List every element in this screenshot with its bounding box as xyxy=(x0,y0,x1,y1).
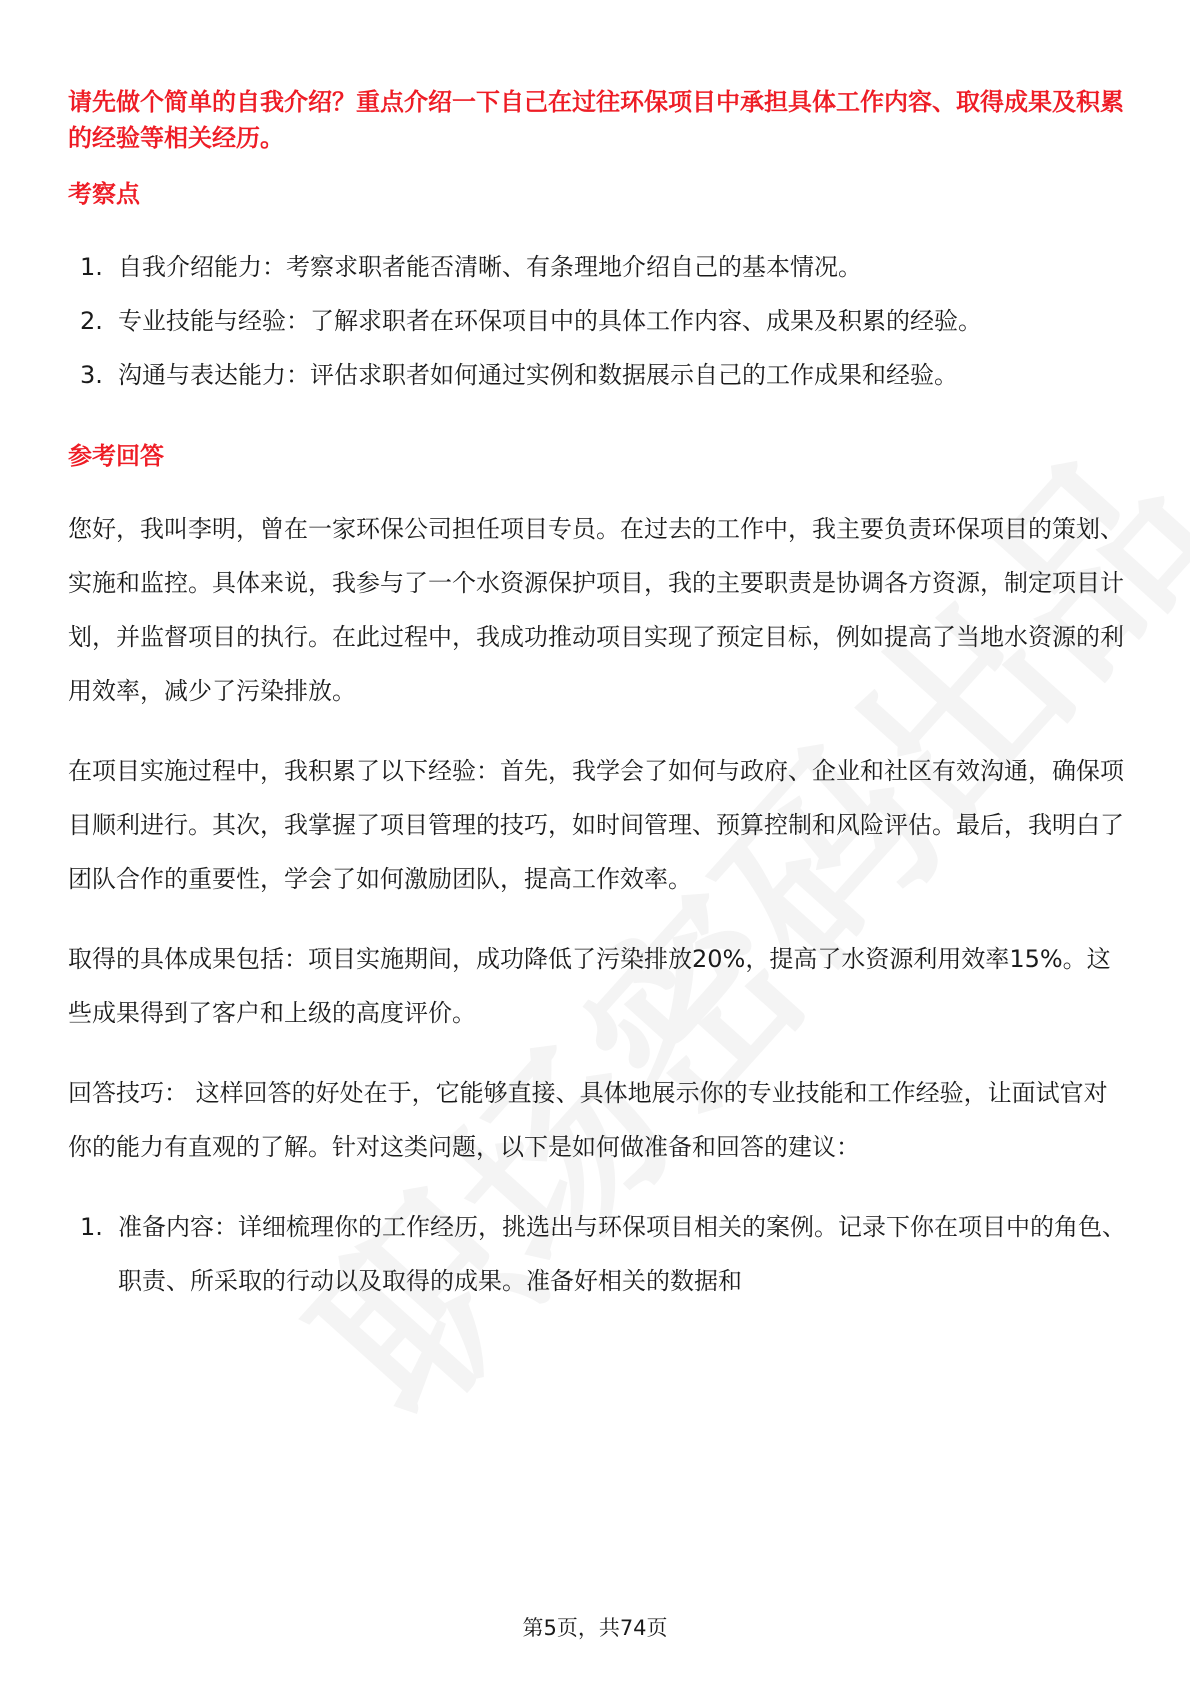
page-content xyxy=(68,84,1128,1344)
focus-list xyxy=(68,240,1128,402)
answer-paragraph: 您好，我叫李明，曾在一家环保公司担任项目专员。在过去的工作中，我主要负责环保项目的策划、实施和监控。具体来说，我参与了一个水资源保护项目，我的主要职责是协调各方资源，制定项目计划，并监督项目的执行。在此过程中，我成功推动项目实现了预定目标，例如提高了当地水资源的利用效率，减少了污染排放。 xyxy=(68,515,1124,705)
list-item xyxy=(68,348,1128,402)
list-number: 1. xyxy=(80,1213,103,1241)
list-item xyxy=(68,294,1128,348)
list-number: 2. xyxy=(80,307,103,335)
list-item xyxy=(68,1200,1128,1308)
page-footer: 第5页，共74页 xyxy=(522,1616,668,1640)
list-item-text: 沟通与表达能力：评估求职者如何通过实例和数据展示自己的工作成果和经验。 xyxy=(118,361,958,389)
list-item xyxy=(68,240,1128,294)
list-item-text: 准备内容：详细梳理你的工作经历，挑选出与环保项目相关的案例。记录下你在项目中的角色、职责、所采取的行动以及取得的成果。准备好相关的数据和 xyxy=(118,1213,1126,1295)
list-number: 1. xyxy=(80,253,103,281)
answer-tips-paragraph: 回答技巧： 这样回答的好处在于，它能够直接、具体地展示你的专业技能和工作经验，让面试官对你的能力有直观的了解。针对这类问题，以下是如何做准备和回答的建议： xyxy=(68,1079,1108,1161)
question-title: 请先做个简单的自我介绍？重点介绍一下自己在过往环保项目中承担具体工作内容、取得成果及积累的经验等相关经历。 xyxy=(68,88,1124,152)
answer-heading: 参考回答 xyxy=(68,442,164,470)
answer-paragraph: 在项目实施过程中，我积累了以下经验：首先，我学会了如何与政府、企业和社区有效沟通，确保项目顺利进行。其次，我掌握了项目管理的技巧，如时间管理、预算控制和风险评估。最后，我明白了团队合作的重要性，学会了如何激励团队，提高工作效率。 xyxy=(68,757,1124,893)
list-number: 3. xyxy=(80,361,103,389)
answer-paragraph: 取得的具体成果包括：项目实施期间，成功降低了污染排放20%，提高了水资源利用效率15%。这些成果得到了客户和上级的高度评价。 xyxy=(68,945,1111,1027)
list-item-text: 专业技能与经验：了解求职者在环保项目中的具体工作内容、成果及积累的经验。 xyxy=(118,307,982,335)
list-item-text: 自我介绍能力：考察求职者能否清晰、有条理地介绍自己的基本情况。 xyxy=(118,253,862,281)
tips-list xyxy=(68,1200,1128,1308)
focus-heading: 考察点 xyxy=(68,180,140,208)
